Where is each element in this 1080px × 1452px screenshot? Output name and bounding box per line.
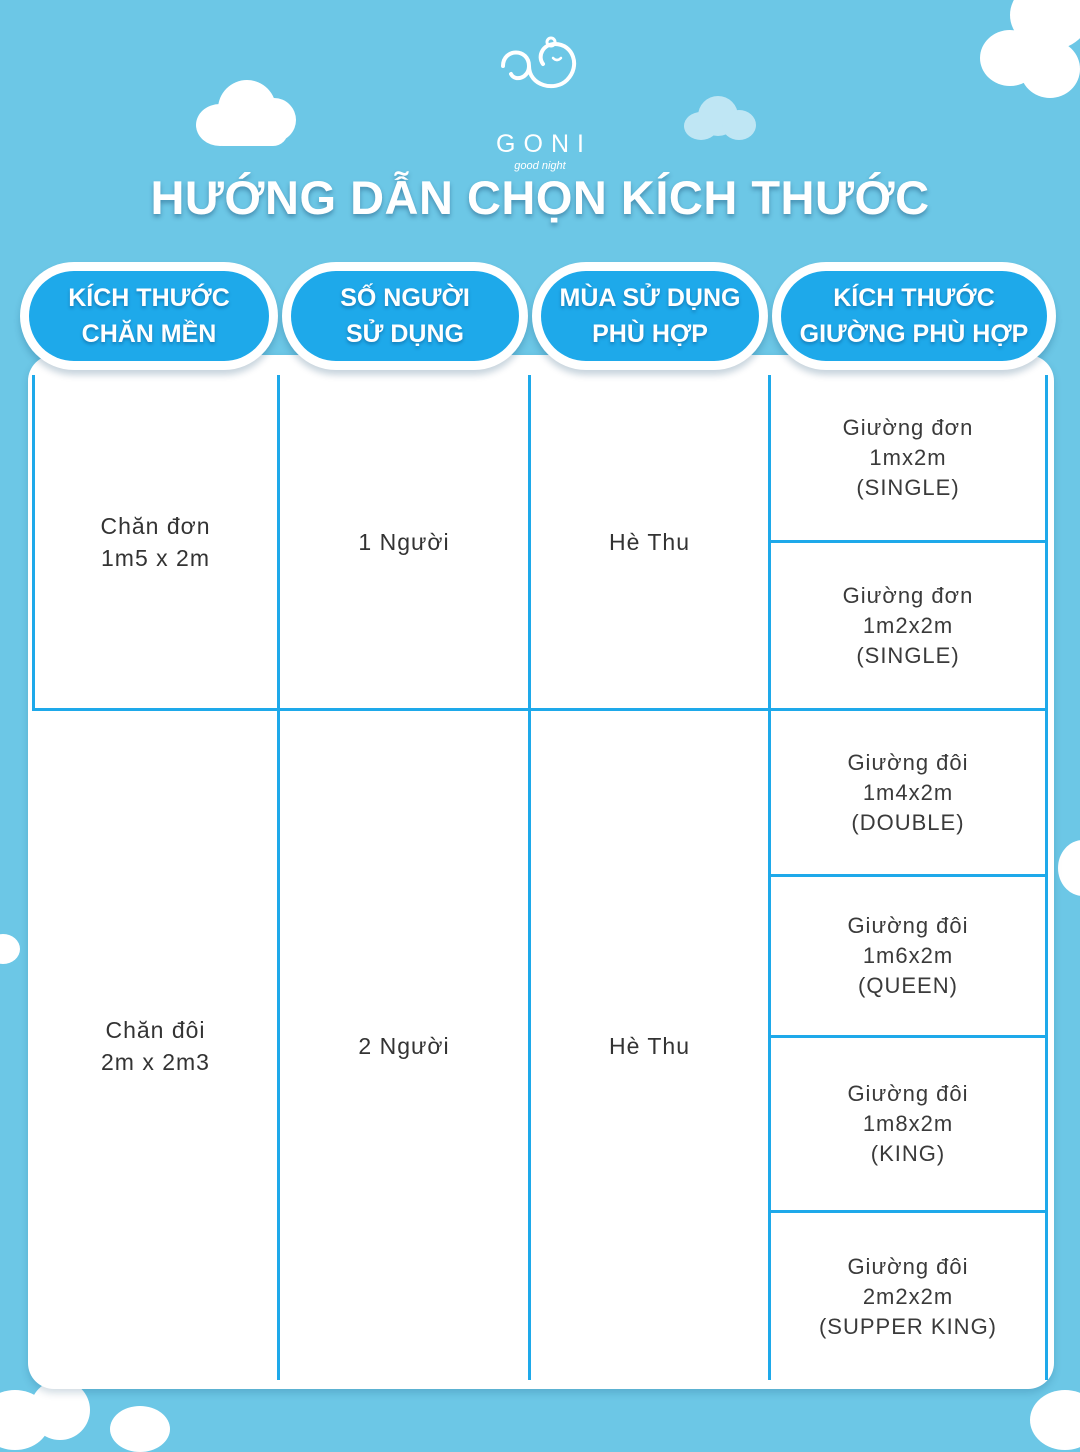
cloud-top-left [196, 76, 296, 146]
cloud-bottom-left [0, 1380, 200, 1440]
bed-size-cell: Giường đơn 1mx2m (SINGLE) [842, 414, 974, 500]
bed-size-cell: Giường đơn 1m2x2m (SINGLE) [842, 582, 974, 668]
cloud-right-edge [1058, 840, 1080, 900]
goni-moon-icon [495, 34, 585, 104]
table-right-border [1045, 375, 1048, 1380]
season-cell: Hè Thu [608, 1033, 690, 1059]
bed-size-cell: Giường đôi 2m2x2m (SUPPER KING) [818, 1254, 998, 1339]
header-label: SỐ NGƯỜI SỬ DỤNG [340, 284, 470, 348]
brand-name: GONI [496, 130, 592, 158]
header-blanket-size [20, 262, 278, 370]
cloud-bottom-right [1020, 1380, 1080, 1440]
header-season [532, 262, 768, 370]
bed-size-cell: Giường đôi 1m8x2m (KING) [847, 1081, 969, 1166]
people-count-cell: 1 Người [358, 528, 450, 555]
people-count-cell: 2 Người [358, 1033, 450, 1059]
brand-logo [440, 34, 640, 172]
size-guide-table [28, 355, 1054, 1389]
header-label: KÍCH THƯỚC CHĂN MỀN [68, 284, 230, 348]
header-bed-size [772, 262, 1056, 370]
cloud-left-edge [0, 930, 24, 966]
season-cell: Hè Thu [608, 528, 690, 555]
cloud-top-right [980, 0, 1080, 100]
cloud-top-middle [684, 96, 756, 140]
header-label: KÍCH THƯỚC GIƯỜNG PHÙ HỢP [799, 284, 1029, 348]
blanket-size-cell: Chăn đơn 1m5 x 2m [100, 512, 211, 571]
bed-size-cell: Giường đôi 1m4x2m (DOUBLE) [847, 749, 969, 835]
page-title: HƯỚNG DẪN CHỌN KÍCH THƯỚC [150, 171, 930, 224]
blanket-size-cell: Chăn đôi 2m x 2m3 [101, 1017, 210, 1075]
header-people-count [282, 262, 528, 370]
header-label: MÙA SỬ DỤNG PHÙ HỢP [559, 284, 741, 348]
bed-size-cell: Giường đôi 1m6x2m (QUEEN) [847, 913, 969, 998]
brand-tagline: good night [514, 160, 566, 172]
